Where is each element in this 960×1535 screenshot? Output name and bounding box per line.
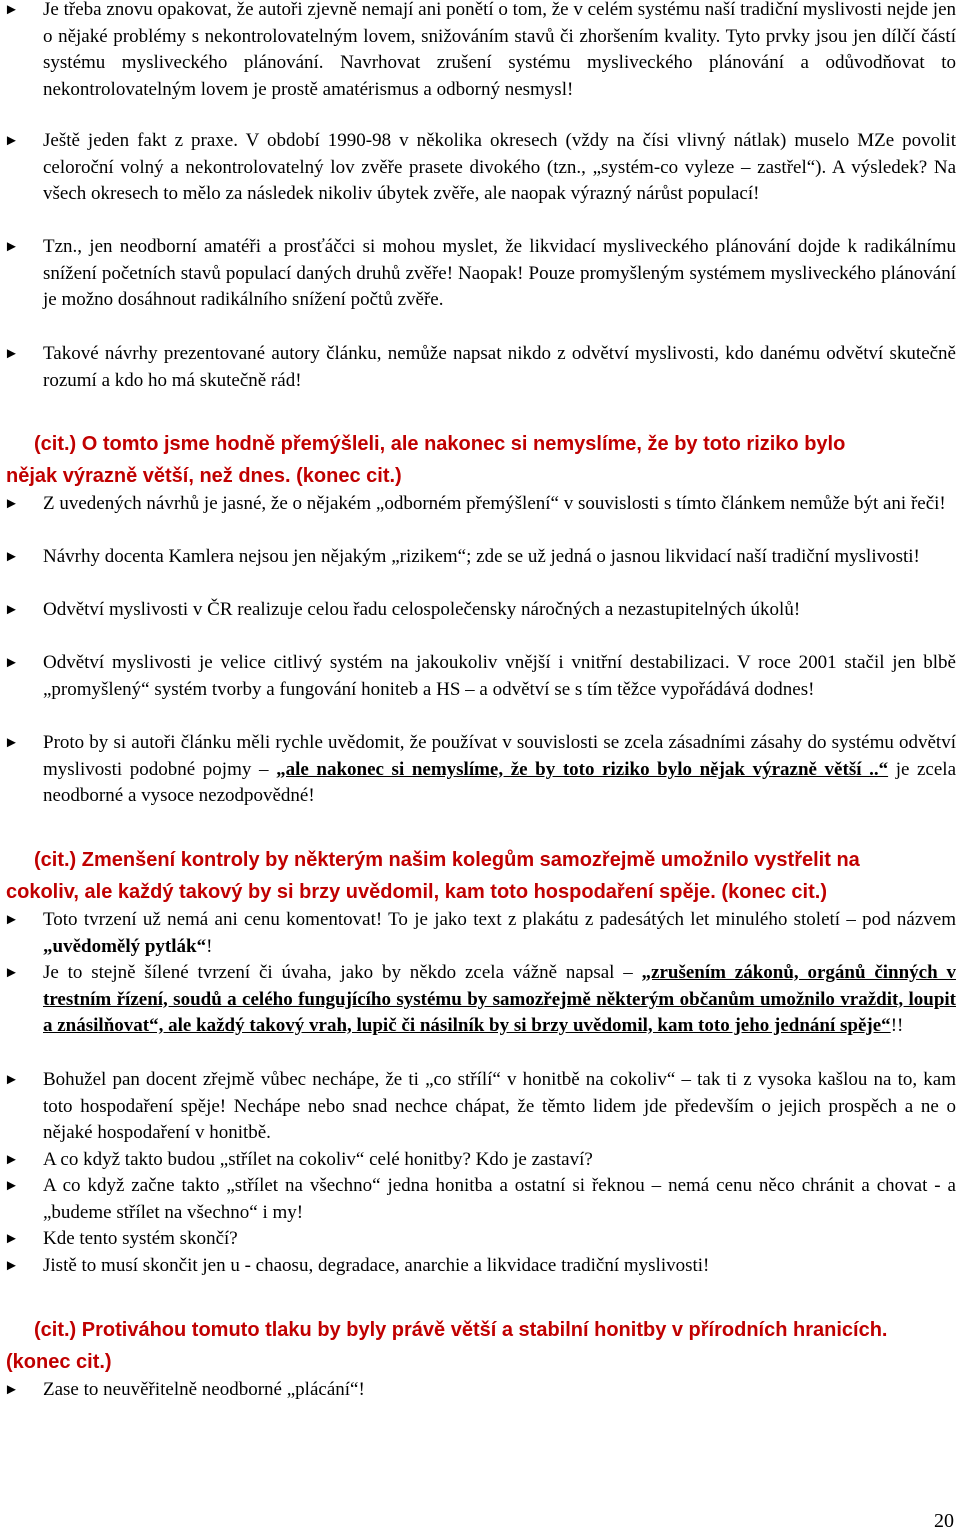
paragraph (43, 730, 956, 810)
paragraph: Odvětví myslivosti v ČR realizuje celou řadu celospolečensky náročných a nezastupitelných úkolů! (43, 599, 801, 620)
citation (6, 428, 956, 492)
arrow-bullet-icon: ► (4, 602, 19, 618)
emphasized-quote: „uvědomělý pytlák“ (43, 935, 207, 957)
list-item (0, 907, 960, 960)
paragraph: Ještě jeden fakt z praxe. V období 1990-98 v několika okresech (vždy na čísi vlivný nátlak) muselo MZe povolit celoroční volný a nekontrolovatelný lov zvěře prasete divokého (tzn., „systém-co vyleze – zastřel“). A výsledek? Na všech okresech to mělo za následek nikoliv úbytek zvěře, ale naopak výrazný nárůst populací! (43, 130, 956, 204)
arrow-bullet-icon: ► (4, 912, 19, 928)
paragraph: Návrhy docenta Kamlera nejsou jen nějakým „rizikem“; zde se už jedná o jasnou likvidací naší tradiční myslivosti! (43, 546, 920, 567)
list-item (0, 597, 960, 624)
arrow-bullet-icon: ► (4, 1382, 19, 1398)
paragraph: Jistě to musí skončit jen u - chaosu, degradace, anarchie a likvidace tradiční myslivosti! (43, 1255, 710, 1276)
paragraph-text: Je to stejně šílené tvrzení či úvaha, jako by někdo zcela vážně napsal – (43, 962, 642, 983)
citation-line: (konec cit.) (6, 1351, 112, 1373)
paragraph: Bohužel pan docent zřejmě vůbec nechápe, že ti „co střílí“ v honitbě na cokoliv“ – tak ti z vysoka kašlou na to, kam toto hospodaření spěje! Nechápe nebo snad nechce chápat, že těmto lidem jde především o jejich prospěch a ne o nějaké hospodaření v honitbě. (43, 1069, 956, 1143)
paragraph: Tzn., jen neodborní amatéři a prosťáčci si mohou myslet, že likvidací mysliveckého plánování dojde k radikálnímu snížení početních stavů populací daných druhů zvěře! Naopak! Pouze promyšleným systémem mysliveckého plánování je možno dosáhnout radikálního snížení počtů zvěře. (43, 236, 956, 310)
list-item (0, 234, 960, 314)
arrow-bullet-icon: ► (4, 965, 19, 981)
paragraph-text: je zcela neodborné a vysoce nezodpovědné! (43, 758, 957, 806)
paragraph: Odvětví myslivosti je velice citlivý systém na jakoukoliv vnější i vnitřní destabilizaci. V roce 2001 stačil jen blbě „promyšlený“ systém tvorby a fungování honiteb a HS – a odvětví se s tím těžce vypořádává dodnes! (43, 652, 956, 700)
paragraph-text: Toto tvrzení už nemá ani cenu komentovat! To je jako text z plakátu z padesátých let minulého století – pod názvem (43, 909, 956, 930)
citation-line: cokoliv, ale každý takový by si brzy uvědomil, kam toto hospodaření spěje. (konec cit.) (6, 881, 827, 903)
page-number: 20 (934, 1510, 954, 1532)
list-item (0, 1377, 960, 1404)
list-item (0, 491, 960, 518)
list-item (0, 1067, 960, 1147)
list-item (0, 128, 960, 208)
list-item (0, 730, 960, 810)
list-item (0, 1226, 960, 1253)
list-item (0, 1173, 960, 1226)
paragraph (43, 960, 956, 1040)
arrow-bullet-icon: ► (4, 1231, 19, 1247)
arrow-bullet-icon: ► (4, 133, 19, 149)
arrow-bullet-icon: ► (4, 1152, 19, 1168)
arrow-bullet-icon: ► (4, 655, 19, 671)
paragraph: Z uvedených návrhů je jasné, že o nějakém „odborném přemýšlení“ v souvislosti s tímto článkem nemůže být ani řeči! (43, 493, 946, 514)
emphasized-quote: „ale nakonec si nemyslíme, že by toto riziko bylo nějak výrazně větší ..“ (276, 758, 889, 780)
paragraph: Takové návrhy prezentované autory článku, nemůže napsat nikdo z odvětví myslivosti, kdo danému odvětví skutečně rozumí a kdo ho má skutečně rád! (43, 343, 956, 391)
citation-line: (cit.) Zmenšení kontroly by některým našim kolegům samozřejmě umožnilo vystřelit na (34, 849, 860, 871)
paragraph-text: ! (206, 935, 213, 957)
list-item (0, 0, 960, 103)
citation-line: (cit.) O tomto jsme hodně přemýšleli, ale nakonec si nemyslíme, že by toto riziko bylo (34, 433, 846, 455)
list-item (0, 1147, 960, 1174)
arrow-bullet-icon: ► (4, 1072, 19, 1088)
arrow-bullet-icon: ► (4, 2, 19, 18)
paragraph: Je třeba znovu opakovat, že autoři zjevně nemají ani ponětí o tom, že v celém systému naší tradiční myslivosti nejde jen o nějaké problémy s nekontrolovatelným lovem, snižováním stavů či zhoršením kvality. Tyto prvky jsou jen dílčí částí systému mysliveckého plánování. Navrhovat zrušení systému mysliveckého plánování a odůvodňovat to nekontrolovatelným lovem je prostě amatérismus a odborný nesmysl! (43, 0, 956, 100)
paragraph: Zase to neuvěřitelně neodborné „plácání“! (43, 1379, 365, 1400)
list-item (0, 650, 960, 703)
arrow-bullet-icon: ► (4, 1178, 19, 1194)
citation-line: (cit.) Protiváhou tomuto tlaku by byly právě větší a stabilní honitby v přírodních hranicích. (34, 1319, 888, 1341)
list-item (0, 960, 960, 1040)
paragraph-text: Proto by si autoři článku měli rychle uvědomit, že používat v souvislosti se zcela zásadními zásahy do systému odvětví myslivosti podobné pojmy – (43, 732, 956, 780)
list-item (0, 1253, 960, 1280)
paragraph: A co když takto budou „střílet na cokoliv“ celé honitby? Kdo je zastaví? (43, 1149, 593, 1170)
paragraph: A co když začne takto „střílet na všechno“ jedna honitba a ostatní si řeknou – nemá cenu něco chránit a chovat - a „budeme střílet na všechno“ i my! (43, 1175, 956, 1223)
arrow-bullet-icon: ► (4, 239, 19, 255)
paragraph-text: !! (890, 1015, 904, 1036)
list-item (0, 544, 960, 571)
citation-line: nějak výrazně větší, než dnes. (konec cit.) (6, 465, 402, 487)
citation (6, 1314, 956, 1378)
arrow-bullet-icon: ► (4, 549, 19, 565)
citation (6, 844, 956, 908)
paragraph: Kde tento systém skončí? (43, 1228, 238, 1249)
emphasized-quote: „zrušením zákonů, orgánů činných v trestním řízení, soudů a celého fungujícího systému by samozřejmě některým občanům umožnilo vraždit, loupit a znásilňovat“, ale každý takový vrah, lupič či násilník by si brzy uvědomil, kam toto jeho jednání spěje“ (43, 962, 956, 1036)
arrow-bullet-icon: ► (4, 735, 19, 751)
arrow-bullet-icon: ► (4, 1258, 19, 1274)
list-item (0, 341, 960, 394)
paragraph (43, 907, 956, 960)
arrow-bullet-icon: ► (4, 496, 19, 512)
arrow-bullet-icon: ► (4, 346, 19, 362)
